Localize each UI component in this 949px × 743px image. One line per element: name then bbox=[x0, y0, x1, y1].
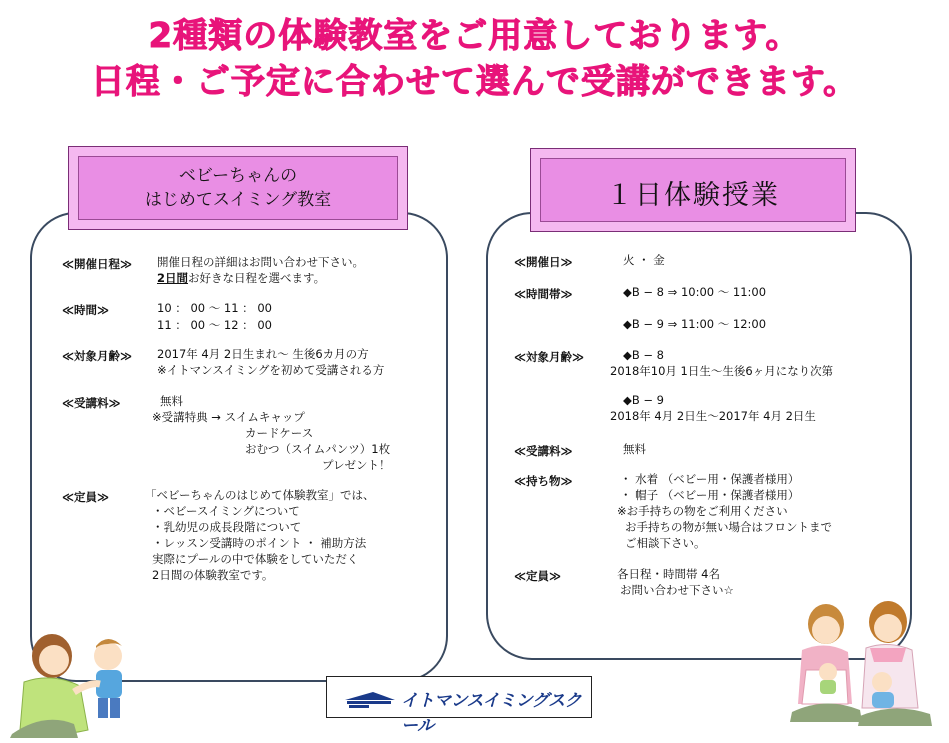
slot-line-1: ◆B − 8 ⇒ 10:00 〜 11:00 bbox=[623, 285, 767, 299]
baby-class-title-plaque bbox=[68, 146, 408, 230]
headline-line-2: 日程・ご予定に合わせて選んで受講ができます。 bbox=[90, 62, 859, 102]
one-day-fee-value: 無料 bbox=[623, 442, 646, 456]
fee-line-3: カードケース bbox=[245, 426, 314, 440]
mothers-and-babies-illustration bbox=[790, 600, 940, 728]
capacity-line-3: ・乳幼児の成長段階について bbox=[152, 520, 302, 534]
capacity-line-1: 「ベビーちゃんのはじめて体験教室」では、 bbox=[145, 488, 375, 502]
capacity-label: ≪定員≫ bbox=[62, 490, 110, 504]
day-value: 火 ・ 金 bbox=[623, 253, 665, 267]
capacity-line-6: 2日間の体験教室です。 bbox=[152, 568, 274, 582]
one-day-class-title-plaque bbox=[530, 148, 856, 232]
target-age-line-2: 2018年10月 1日生〜生後6ヶ月になり次第 bbox=[610, 364, 834, 378]
schedule-emphasis: 2日間 bbox=[157, 271, 189, 285]
items-line-2: ・ 帽子 （ベビー用・保護者様用） bbox=[620, 488, 800, 502]
headline-line-1: 2種類の体験教室をご用意しております。 bbox=[148, 16, 801, 56]
age-line-2: ※イトマンスイミングを初めて受講される方 bbox=[157, 363, 385, 377]
day-label: ≪開催日≫ bbox=[514, 255, 573, 269]
one-day-capacity-line-2: お問い合わせ下さい☆ bbox=[620, 583, 734, 597]
target-age-line-4: 2018年 4月 2日生〜2017年 4月 2日生 bbox=[610, 409, 816, 423]
logo-mark-icon bbox=[343, 686, 397, 710]
slot-label: ≪時間帯≫ bbox=[514, 287, 573, 301]
schedule-line-2: 2日間お好きな日程を選べます。 bbox=[157, 271, 326, 285]
fee-line-1: 無料 bbox=[160, 394, 183, 408]
itoman-logo bbox=[326, 676, 592, 736]
items-line-3: ※お手持ちの物をご利用ください bbox=[617, 504, 788, 518]
items-label: ≪持ち物≫ bbox=[514, 474, 573, 488]
baby-class-title-line-1: ベビーちゃんの bbox=[178, 166, 298, 186]
target-age-label: ≪対象月齢≫ bbox=[514, 350, 585, 364]
age-line-1: 2017年 4月 2日生まれ〜 生後6カ月の方 bbox=[157, 347, 369, 361]
fee-line-2: ※受講特典 → スイムキャップ bbox=[152, 410, 305, 424]
fee-label: ≪受講料≫ bbox=[62, 396, 121, 410]
logo-text: イトマンスイミングスクール bbox=[401, 691, 582, 736]
one-day-capacity-label: ≪定員≫ bbox=[514, 569, 562, 583]
items-line-4: お手持ちの物が無い場合はフロントまで bbox=[625, 520, 832, 534]
target-age-line-1: ◆B − 8 bbox=[623, 348, 664, 362]
items-line-5: ご相談下さい。 bbox=[625, 536, 706, 550]
capacity-line-2: ・ベビースイミングについて bbox=[152, 504, 300, 518]
time-line-2: 11 ： 00 〜 12 ： 00 bbox=[157, 318, 272, 332]
slot-line-2: ◆B − 9 ⇒ 11:00 〜 12:00 bbox=[623, 317, 767, 331]
items-line-1: ・ 水着 （ベビー用・保護者様用） bbox=[620, 472, 800, 486]
one-day-class-title: １日体験授業 bbox=[606, 180, 780, 211]
one-day-fee-label: ≪受講料≫ bbox=[514, 444, 573, 458]
schedule-label: ≪開催日程≫ bbox=[62, 257, 133, 271]
one-day-capacity-line-1: 各日程・時間帯 4名 bbox=[617, 567, 720, 581]
fee-line-4: おむつ（スイムパンツ）1枚 bbox=[245, 442, 391, 456]
time-line-1: 10 ： 00 〜 11 ： 00 bbox=[157, 301, 272, 315]
fee-line-5: プレゼント！ bbox=[322, 458, 391, 472]
capacity-line-5: 実際にプールの中で体験をしていただく bbox=[152, 552, 359, 566]
target-age-line-3: ◆B − 9 bbox=[623, 393, 664, 407]
baby-class-title-line-2: はじめてスイミング教室 bbox=[144, 190, 332, 210]
age-label: ≪対象月齢≫ bbox=[62, 349, 133, 363]
time-label: ≪時間≫ bbox=[62, 303, 110, 317]
parent-and-baby-illustration bbox=[4, 612, 144, 740]
schedule-line-1: 開催日程の詳細はお問い合わせ下さい。 bbox=[157, 255, 364, 269]
capacity-line-4: ・レッスン受講時のポイント ・ 補助方法 bbox=[152, 536, 367, 550]
